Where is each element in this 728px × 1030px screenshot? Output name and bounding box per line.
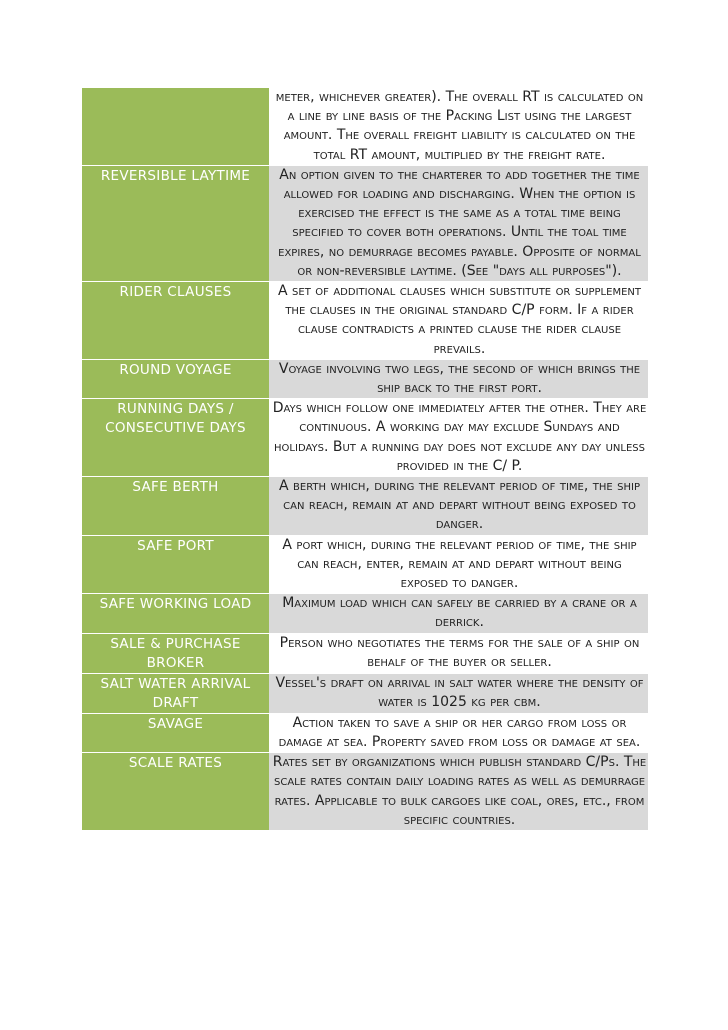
glossary-definition: Action taken to save a ship or her cargo from loss or damage at sea. Property saved from loss or damage at sea.	[269, 713, 648, 752]
glossary-row	[82, 713, 648, 752]
glossary-row	[82, 753, 648, 831]
glossary-term: SCALE RATES	[82, 753, 269, 831]
glossary-definition: meter, whichever greater). The overall RT is calculated on a line by line basis of the Packing List using the largest amount. The overall freight liability is calculated on the total RT amount, multiplied by the freight rate.	[269, 88, 648, 165]
glossary-term	[82, 88, 269, 165]
glossary-row	[82, 282, 648, 360]
glossary-definition: Vessel's draft on arrival in salt water where the density of water is 1025 kg per cbm.	[269, 673, 648, 713]
glossary-term: RUNNING DAYS / CONSECUTIVE DAYS	[82, 399, 269, 477]
glossary-term: SAFE WORKING LOAD	[82, 594, 269, 633]
glossary-row	[82, 633, 648, 673]
glossary-definition: Maximum load which can safely be carried by a crane or a derrick.	[269, 594, 648, 633]
glossary-term: SAFE BERTH	[82, 477, 269, 536]
glossary-term: REVERSIBLE LAYTIME	[82, 165, 269, 281]
glossary-definition: Rates set by organizations which publish standard C/Ps. The scale rates contain daily loading rates as well as demurrage rates. Applicable to bulk cargoes like coal, ores, etc., from specific countries.	[269, 753, 648, 831]
glossary-row	[82, 535, 648, 594]
glossary-term: SALE & PURCHASE BROKER	[82, 633, 269, 673]
glossary-term: RIDER CLAUSES	[82, 282, 269, 360]
glossary-definition: Voyage involving two legs, the second of which brings the ship back to the first port.	[269, 359, 648, 398]
glossary-definition: Person who negotiates the terms for the sale of a ship on behalf of the buyer or seller.	[269, 633, 648, 673]
glossary-definition: A set of additional clauses which substitute or supplement the clauses in the original standard C/P form. If a rider clause contradicts a printed clause the rider clause prevails.	[269, 282, 648, 360]
glossary-term: SALT WATER ARRIVAL DRAFT	[82, 673, 269, 713]
glossary-term: ROUND VOYAGE	[82, 359, 269, 398]
glossary-row	[82, 359, 648, 398]
glossary-row	[82, 399, 648, 477]
glossary-row	[82, 165, 648, 281]
glossary-row	[82, 477, 648, 536]
glossary-term: SAVAGE	[82, 713, 269, 752]
glossary-row	[82, 594, 648, 633]
glossary-definition: A port which, during the relevant period of time, the ship can reach, enter, remain at and depart without being exposed to danger.	[269, 535, 648, 594]
glossary-definition: An option given to the charterer to add together the time allowed for loading and discharging. When the option is exercised the effect is the same as a total time being specified to cover both operations. Until the toal time expires, no demurrage becomes payable. Opposite of normal or non-reversible laytime. (See "days all purposes").	[269, 165, 648, 281]
glossary-definition: A berth which, during the relevant period of time, the ship can reach, remain at and depart without being exposed to danger.	[269, 477, 648, 536]
glossary-definition: Days which follow one immediately after the other. They are continuous. A working day may exclude Sundays and holidays. But a running day does not exclude any day unless provided in the C/ P.	[269, 399, 648, 477]
glossary-row	[82, 673, 648, 713]
glossary-term: SAFE PORT	[82, 535, 269, 594]
glossary-row	[82, 88, 648, 165]
glossary-table	[82, 88, 648, 831]
